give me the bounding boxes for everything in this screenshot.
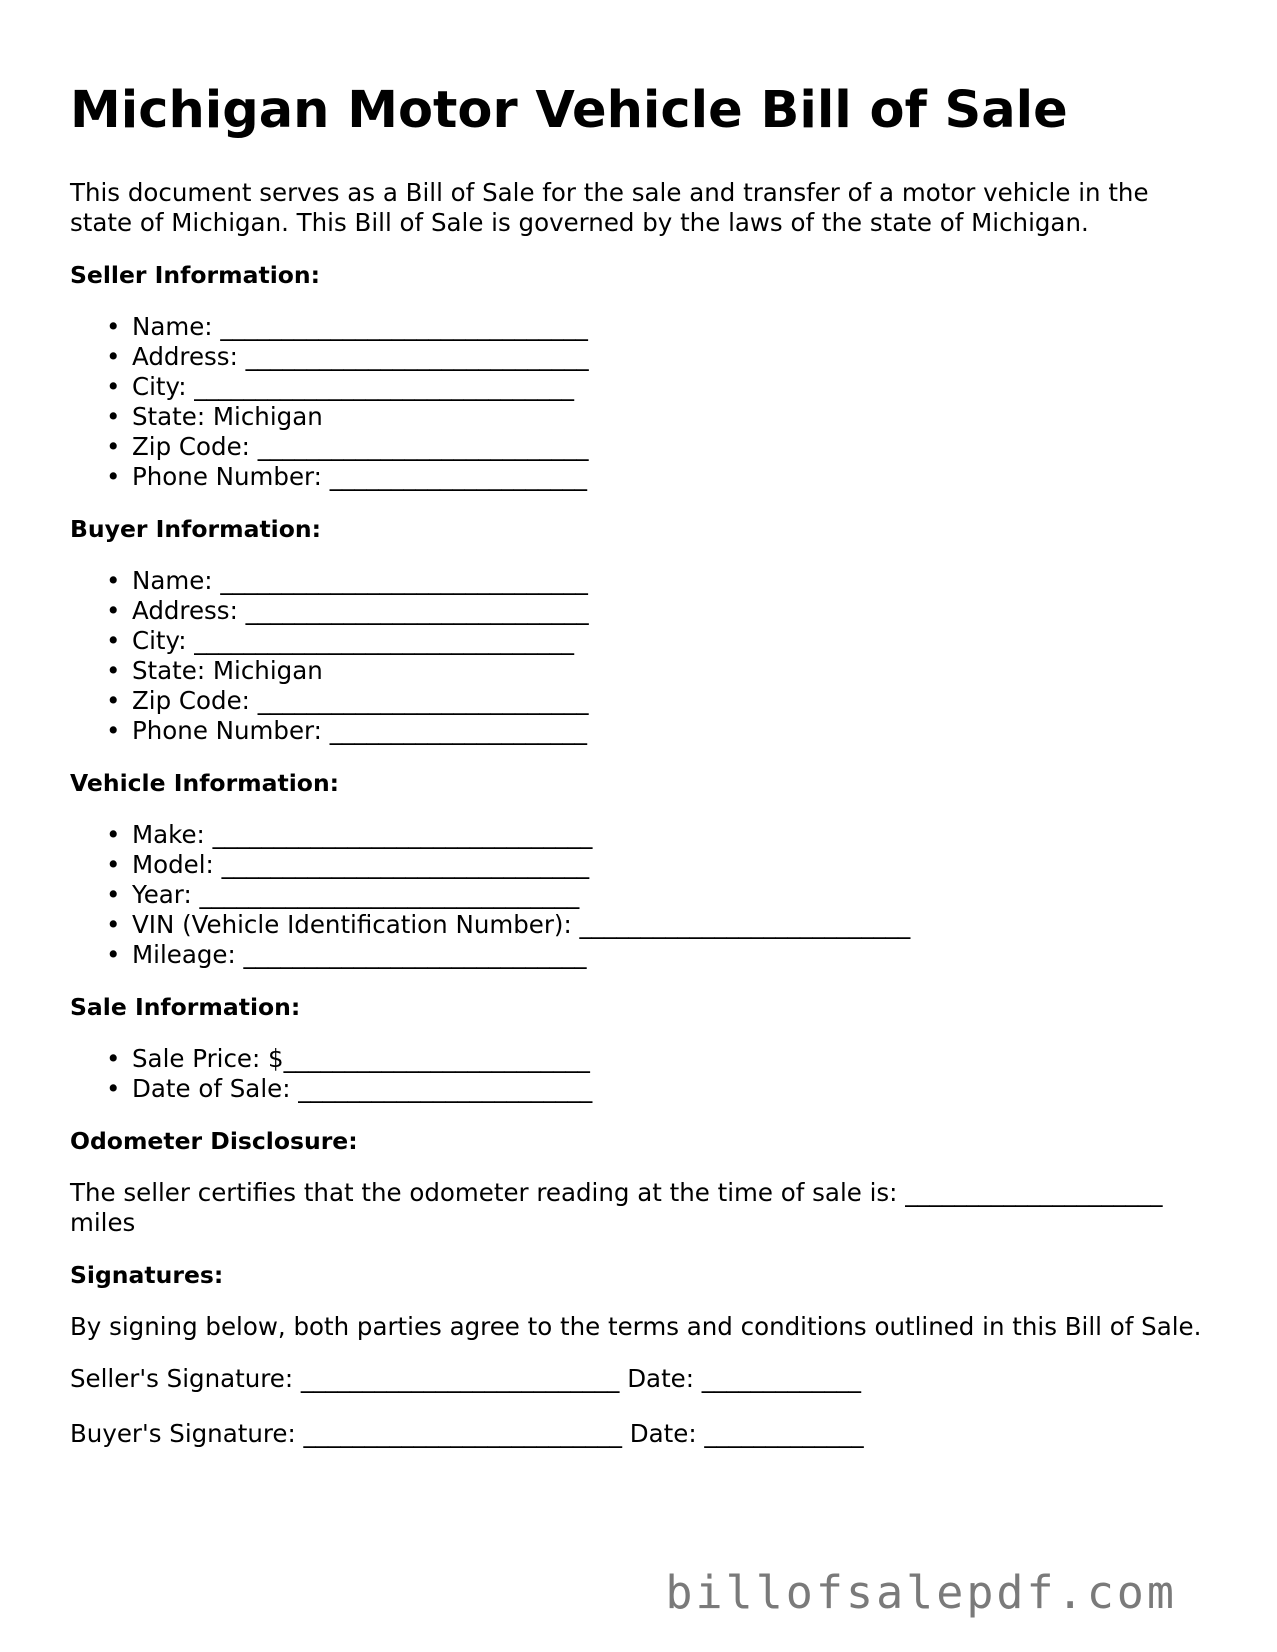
sale-price-item: • Sale Price: $_________________________ bbox=[106, 1044, 590, 1073]
seller-phone-item: • Phone Number: _____________________ bbox=[106, 462, 587, 491]
intro-paragraph: This document serves as a Bill of Sale for the sale and transfer of a motor vehicle in the state of Michigan. This Bill of Sale is governed by the laws of the state of Michigan. bbox=[70, 178, 1149, 237]
vehicle-vin-item: • VIN (Vehicle Identification Number): ___________________________ bbox=[106, 910, 911, 939]
seller-signature-line: Seller's Signature: __________________________ Date: _____________ bbox=[70, 1364, 862, 1393]
buyer-city-item: • City: _______________________________ bbox=[106, 626, 575, 655]
seller-name-item: • Name: ______________________________ bbox=[106, 312, 588, 341]
buyer-heading: Buyer Information: bbox=[70, 515, 322, 543]
vehicle-model-item: • Model: ______________________________ bbox=[106, 850, 590, 879]
bullet-icon: • bbox=[106, 940, 121, 969]
buyer-zip-item: • Zip Code: ___________________________ bbox=[106, 686, 589, 715]
seller-heading: Seller Information: bbox=[70, 261, 321, 289]
sale-date-item: • Date of Sale: ________________________ bbox=[106, 1074, 593, 1103]
bullet-icon: • bbox=[106, 312, 121, 341]
bullet-icon: • bbox=[106, 432, 121, 461]
buyer-state-item: • State: Michigan bbox=[106, 656, 323, 685]
watermark: billofsalepdf.com bbox=[665, 1566, 1177, 1619]
bullet-icon: • bbox=[106, 910, 121, 939]
bullet-icon: • bbox=[106, 880, 121, 909]
bullet-icon: • bbox=[106, 656, 121, 685]
bullet-icon: • bbox=[106, 626, 121, 655]
seller-city-item: • City: _______________________________ bbox=[106, 372, 575, 401]
buyer-address-item: • Address: ____________________________ bbox=[106, 596, 589, 625]
vehicle-year-item: • Year: _______________________________ bbox=[106, 880, 580, 909]
bullet-icon: • bbox=[106, 462, 121, 491]
bullet-icon: • bbox=[106, 372, 121, 401]
seller-state-item: • State: Michigan bbox=[106, 402, 323, 431]
seller-address-item: • Address: ____________________________ bbox=[106, 342, 589, 371]
bullet-icon: • bbox=[106, 342, 121, 371]
sale-heading: Sale Information: bbox=[70, 993, 301, 1021]
bullet-icon: • bbox=[106, 716, 121, 745]
sale-list bbox=[70, 1044, 1210, 1104]
bullet-icon: • bbox=[106, 820, 121, 849]
buyer-signature-line: Buyer's Signature: __________________________ Date: _____________ bbox=[70, 1419, 864, 1448]
vehicle-list bbox=[70, 820, 1210, 970]
bullet-icon: • bbox=[106, 686, 121, 715]
document-page bbox=[70, 78, 1210, 1474]
seller-zip-item: • Zip Code: ___________________________ bbox=[106, 432, 589, 461]
bullet-icon: • bbox=[106, 1044, 121, 1073]
vehicle-make-item: • Make: _______________________________ bbox=[106, 820, 593, 849]
bullet-icon: • bbox=[106, 566, 121, 595]
odometer-statement: The seller certifies that the odometer reading at the time of sale is: _____________________ miles bbox=[70, 1178, 1163, 1237]
bullet-icon: • bbox=[106, 596, 121, 625]
document-title: Michigan Motor Vehicle Bill of Sale bbox=[70, 81, 1068, 140]
buyer-phone-item: • Phone Number: _____________________ bbox=[106, 716, 587, 745]
signatures-heading: Signatures: bbox=[70, 1261, 224, 1289]
signatures-statement: By signing below, both parties agree to the terms and conditions outlined in this Bill of Sale. bbox=[70, 1312, 1202, 1341]
vehicle-heading: Vehicle Information: bbox=[70, 769, 340, 797]
seller-list bbox=[70, 312, 1210, 492]
bullet-icon: • bbox=[106, 1074, 121, 1103]
buyer-list bbox=[70, 566, 1210, 746]
odometer-heading: Odometer Disclosure: bbox=[70, 1127, 358, 1155]
bullet-icon: • bbox=[106, 402, 121, 431]
buyer-name-item: • Name: ______________________________ bbox=[106, 566, 588, 595]
vehicle-mileage-item: • Mileage: ____________________________ bbox=[106, 940, 587, 969]
bullet-icon: • bbox=[106, 850, 121, 879]
